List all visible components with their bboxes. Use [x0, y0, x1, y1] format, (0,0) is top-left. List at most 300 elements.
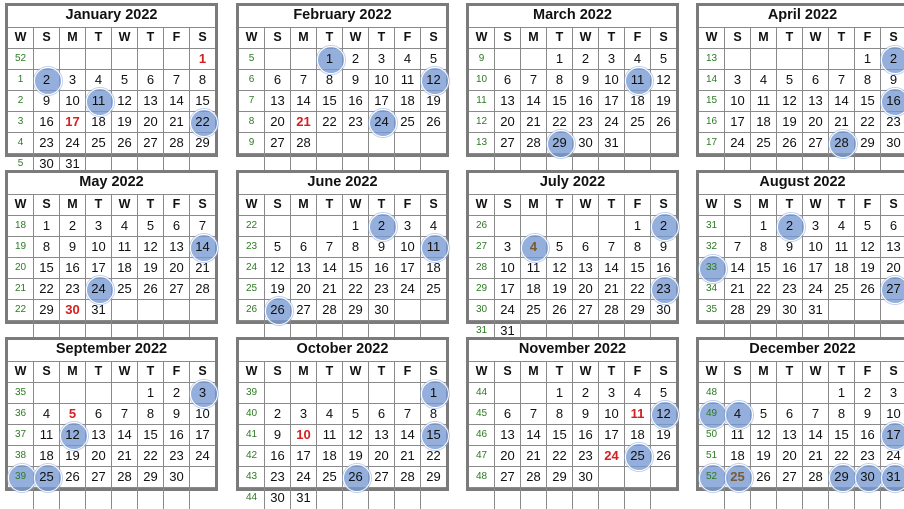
day-cell[interactable]: 15	[317, 91, 343, 112]
week-number[interactable]: 51	[699, 446, 725, 467]
day-cell[interactable]: 13	[138, 91, 164, 112]
week-number[interactable]: 13	[469, 133, 495, 154]
weekday-header[interactable]: F	[855, 28, 881, 49]
weekday-header[interactable]: M	[60, 195, 86, 216]
day-cell[interactable]: 5	[855, 216, 881, 237]
weekday-header[interactable]: T	[86, 195, 112, 216]
day-cell[interactable]: 9	[855, 404, 881, 425]
day-cell[interactable]: 22	[421, 446, 446, 467]
day-cell[interactable]: 23	[343, 112, 369, 133]
day-cell[interactable]: 9	[34, 91, 60, 112]
day-cell[interactable]: 3	[725, 70, 751, 91]
day-cell[interactable]: 20	[495, 112, 521, 133]
day-cell[interactable]: 28	[291, 133, 317, 154]
weekday-header[interactable]: T	[369, 195, 395, 216]
day-cell[interactable]: 8	[625, 237, 651, 258]
day-cell[interactable]: 6	[881, 216, 904, 237]
day-cell[interactable]: 2	[573, 49, 599, 70]
day-cell[interactable]: 27	[138, 133, 164, 154]
day-cell[interactable]: 24	[599, 446, 625, 467]
day-cell[interactable]: 8	[547, 70, 573, 91]
day-cell[interactable]: 5	[651, 49, 676, 70]
day-cell[interactable]: 7	[803, 404, 829, 425]
week-number[interactable]: 2	[8, 91, 34, 112]
week-number[interactable]: 38	[8, 446, 34, 467]
day-cell[interactable]: 7	[112, 404, 138, 425]
day-cell[interactable]: 16	[265, 446, 291, 467]
weekday-header[interactable]: W	[112, 195, 138, 216]
day-cell[interactable]: 17	[803, 258, 829, 279]
day-cell[interactable]: 30	[369, 300, 395, 321]
weekday-header[interactable]: S	[421, 362, 446, 383]
weekday-header[interactable]: W	[803, 362, 829, 383]
day-cell[interactable]: 8	[855, 70, 881, 91]
day-cell[interactable]: 16	[369, 258, 395, 279]
day-cell[interactable]: 22	[751, 279, 777, 300]
day-cell[interactable]: 16	[343, 91, 369, 112]
day-cell[interactable]: 10	[725, 91, 751, 112]
day-cell[interactable]: 13	[495, 91, 521, 112]
day-cell[interactable]: 4	[86, 70, 112, 91]
day-cell[interactable]: 27	[803, 133, 829, 154]
day-cell[interactable]: 11	[521, 258, 547, 279]
day-cell[interactable]: 18	[112, 258, 138, 279]
day-cell[interactable]: 14	[599, 258, 625, 279]
weekday-header[interactable]: W	[573, 28, 599, 49]
day-cell[interactable]: 29	[138, 467, 164, 488]
day-cell[interactable]: 27	[881, 279, 904, 300]
day-cell[interactable]: 18	[751, 112, 777, 133]
day-cell[interactable]: 5	[60, 404, 86, 425]
day-cell[interactable]: 26	[112, 133, 138, 154]
day-cell[interactable]: 16	[164, 425, 190, 446]
weekday-header[interactable]: T	[317, 362, 343, 383]
day-cell[interactable]: 10	[495, 258, 521, 279]
day-cell[interactable]: 28	[599, 300, 625, 321]
weekday-header[interactable]: S	[190, 28, 215, 49]
day-cell[interactable]: 13	[369, 425, 395, 446]
day-cell[interactable]: 3	[395, 216, 421, 237]
day-cell[interactable]: 23	[855, 446, 881, 467]
day-cell[interactable]: 19	[751, 446, 777, 467]
week-number[interactable]: 3	[8, 112, 34, 133]
day-cell[interactable]: 23	[573, 112, 599, 133]
day-cell[interactable]: 1	[829, 383, 855, 404]
day-cell[interactable]: 12	[60, 425, 86, 446]
weekday-header[interactable]: W	[239, 362, 265, 383]
day-cell[interactable]: 23	[777, 279, 803, 300]
day-cell[interactable]: 2	[343, 49, 369, 70]
day-cell[interactable]: 1	[547, 49, 573, 70]
day-cell[interactable]: 29	[34, 300, 60, 321]
day-cell[interactable]: 3	[599, 49, 625, 70]
day-cell[interactable]: 14	[521, 425, 547, 446]
week-number[interactable]: 31	[699, 216, 725, 237]
day-cell[interactable]: 23	[573, 446, 599, 467]
day-cell[interactable]: 28	[803, 467, 829, 488]
day-cell[interactable]: 5	[138, 216, 164, 237]
day-cell[interactable]: 25	[625, 112, 651, 133]
day-cell[interactable]: 2	[164, 383, 190, 404]
day-cell[interactable]: 22	[547, 446, 573, 467]
day-cell[interactable]: 21	[803, 446, 829, 467]
day-cell[interactable]: 22	[343, 279, 369, 300]
weekday-header[interactable]: F	[855, 362, 881, 383]
day-cell[interactable]: 24	[86, 279, 112, 300]
day-cell[interactable]: 25	[112, 279, 138, 300]
day-cell[interactable]: 1	[751, 216, 777, 237]
day-cell[interactable]: 4	[625, 49, 651, 70]
day-cell[interactable]: 12	[138, 237, 164, 258]
weekday-header[interactable]: W	[469, 195, 495, 216]
day-cell[interactable]: 13	[291, 258, 317, 279]
day-cell[interactable]: 7	[521, 404, 547, 425]
weekday-header[interactable]: T	[369, 362, 395, 383]
weekday-header[interactable]: M	[751, 362, 777, 383]
week-number[interactable]: 39	[8, 467, 34, 488]
day-cell[interactable]: 10	[599, 70, 625, 91]
day-cell[interactable]: 2	[881, 49, 904, 70]
day-cell[interactable]: 6	[265, 70, 291, 91]
day-cell[interactable]: 18	[421, 258, 446, 279]
day-cell[interactable]: 19	[421, 91, 446, 112]
weekday-header[interactable]: S	[495, 28, 521, 49]
day-cell[interactable]: 28	[725, 300, 751, 321]
day-cell[interactable]: 24	[395, 279, 421, 300]
day-cell[interactable]: 29	[855, 133, 881, 154]
day-cell[interactable]: 15	[625, 258, 651, 279]
weekday-header[interactable]: W	[112, 28, 138, 49]
day-cell[interactable]: 26	[138, 279, 164, 300]
day-cell[interactable]: 17	[291, 446, 317, 467]
day-cell[interactable]: 17	[495, 279, 521, 300]
day-cell[interactable]: 7	[395, 404, 421, 425]
day-cell[interactable]: 6	[495, 70, 521, 91]
day-cell[interactable]: 3	[495, 237, 521, 258]
weekday-header[interactable]: S	[190, 195, 215, 216]
day-cell[interactable]: 18	[34, 446, 60, 467]
day-cell[interactable]: 1	[855, 49, 881, 70]
weekday-header[interactable]: M	[291, 28, 317, 49]
weekday-header[interactable]: M	[751, 28, 777, 49]
day-cell[interactable]: 19	[265, 279, 291, 300]
day-cell[interactable]: 3	[803, 216, 829, 237]
week-number[interactable]: 20	[8, 258, 34, 279]
day-cell[interactable]: 9	[60, 237, 86, 258]
weekday-header[interactable]: S	[34, 362, 60, 383]
weekday-header[interactable]: T	[317, 195, 343, 216]
day-cell[interactable]: 31	[495, 321, 521, 342]
day-cell[interactable]: 31	[599, 133, 625, 154]
day-cell[interactable]: 30	[34, 154, 60, 175]
day-cell[interactable]: 5	[112, 70, 138, 91]
day-cell[interactable]: 29	[829, 467, 855, 488]
day-cell[interactable]: 27	[369, 467, 395, 488]
day-cell[interactable]: 17	[881, 425, 904, 446]
day-cell[interactable]: 16	[777, 258, 803, 279]
week-number[interactable]: 22	[8, 300, 34, 321]
day-cell[interactable]: 4	[112, 216, 138, 237]
day-cell[interactable]: 25	[86, 133, 112, 154]
weekday-header[interactable]: S	[725, 195, 751, 216]
weekday-header[interactable]: T	[777, 362, 803, 383]
day-cell[interactable]: 2	[369, 216, 395, 237]
day-cell[interactable]: 1	[317, 49, 343, 70]
week-number[interactable]: 39	[239, 383, 265, 404]
weekday-header[interactable]: T	[317, 28, 343, 49]
weekday-header[interactable]: W	[8, 195, 34, 216]
day-cell[interactable]: 31	[881, 467, 904, 488]
day-cell[interactable]: 2	[777, 216, 803, 237]
day-cell[interactable]: 7	[829, 70, 855, 91]
day-cell[interactable]: 27	[495, 133, 521, 154]
day-cell[interactable]: 23	[34, 133, 60, 154]
day-cell[interactable]: 28	[112, 467, 138, 488]
weekday-header[interactable]: F	[625, 362, 651, 383]
day-cell[interactable]: 5	[651, 383, 676, 404]
week-number[interactable]: 36	[8, 404, 34, 425]
weekday-header[interactable]: T	[829, 362, 855, 383]
day-cell[interactable]: 2	[60, 216, 86, 237]
day-cell[interactable]: 27	[265, 133, 291, 154]
day-cell[interactable]: 20	[164, 258, 190, 279]
weekday-header[interactable]: S	[190, 362, 215, 383]
day-cell[interactable]: 29	[547, 133, 573, 154]
day-cell[interactable]: 17	[60, 112, 86, 133]
day-cell[interactable]: 10	[395, 237, 421, 258]
day-cell[interactable]: 26	[651, 112, 676, 133]
weekday-header[interactable]: W	[8, 28, 34, 49]
day-cell[interactable]: 23	[651, 279, 676, 300]
day-cell[interactable]: 27	[164, 279, 190, 300]
week-number[interactable]: 44	[469, 383, 495, 404]
day-cell[interactable]: 16	[573, 425, 599, 446]
day-cell[interactable]: 21	[829, 112, 855, 133]
day-cell[interactable]: 11	[625, 70, 651, 91]
weekday-header[interactable]: W	[573, 362, 599, 383]
day-cell[interactable]: 5	[421, 49, 446, 70]
day-cell[interactable]: 7	[725, 237, 751, 258]
day-cell[interactable]: 25	[421, 279, 446, 300]
weekday-header[interactable]: M	[60, 28, 86, 49]
day-cell[interactable]: 28	[395, 467, 421, 488]
day-cell[interactable]: 6	[164, 216, 190, 237]
day-cell[interactable]: 9	[265, 425, 291, 446]
day-cell[interactable]: 2	[855, 383, 881, 404]
day-cell[interactable]: 4	[34, 404, 60, 425]
day-cell[interactable]: 6	[369, 404, 395, 425]
day-cell[interactable]: 30	[265, 488, 291, 509]
day-cell[interactable]: 19	[855, 258, 881, 279]
weekday-header[interactable]: S	[495, 362, 521, 383]
day-cell[interactable]: 11	[317, 425, 343, 446]
day-cell[interactable]: 19	[138, 258, 164, 279]
day-cell[interactable]: 14	[725, 258, 751, 279]
day-cell[interactable]: 9	[651, 237, 676, 258]
day-cell[interactable]: 11	[725, 425, 751, 446]
week-number[interactable]: 34	[699, 279, 725, 300]
week-number[interactable]: 15	[699, 91, 725, 112]
day-cell[interactable]: 26	[60, 467, 86, 488]
day-cell[interactable]: 11	[751, 91, 777, 112]
weekday-header[interactable]: W	[699, 28, 725, 49]
day-cell[interactable]: 8	[829, 404, 855, 425]
week-number[interactable]: 4	[8, 133, 34, 154]
day-cell[interactable]: 23	[164, 446, 190, 467]
weekday-header[interactable]: W	[469, 28, 495, 49]
day-cell[interactable]: 7	[521, 70, 547, 91]
day-cell[interactable]: 31	[60, 154, 86, 175]
day-cell[interactable]: 1	[421, 383, 446, 404]
day-cell[interactable]: 26	[265, 300, 291, 321]
week-number[interactable]: 28	[469, 258, 495, 279]
day-cell[interactable]: 17	[599, 425, 625, 446]
day-cell[interactable]: 20	[881, 258, 904, 279]
day-cell[interactable]: 9	[777, 237, 803, 258]
day-cell[interactable]: 12	[421, 70, 446, 91]
day-cell[interactable]: 25	[751, 133, 777, 154]
weekday-header[interactable]: S	[421, 195, 446, 216]
day-cell[interactable]: 12	[855, 237, 881, 258]
week-number[interactable]: 22	[239, 216, 265, 237]
weekday-header[interactable]: S	[651, 362, 676, 383]
day-cell[interactable]: 19	[651, 425, 676, 446]
day-cell[interactable]: 15	[829, 425, 855, 446]
day-cell[interactable]: 10	[60, 91, 86, 112]
day-cell[interactable]: 30	[573, 467, 599, 488]
day-cell[interactable]: 6	[777, 404, 803, 425]
day-cell[interactable]: 14	[521, 91, 547, 112]
day-cell[interactable]: 5	[547, 237, 573, 258]
weekday-header[interactable]: M	[521, 28, 547, 49]
day-cell[interactable]: 12	[547, 258, 573, 279]
week-number[interactable]: 10	[469, 70, 495, 91]
day-cell[interactable]: 22	[547, 112, 573, 133]
day-cell[interactable]: 13	[803, 91, 829, 112]
weekday-header[interactable]: T	[369, 28, 395, 49]
weekday-header[interactable]: W	[343, 195, 369, 216]
day-cell[interactable]: 14	[190, 237, 215, 258]
weekday-header[interactable]: T	[86, 362, 112, 383]
day-cell[interactable]: 6	[291, 237, 317, 258]
day-cell[interactable]: 20	[369, 446, 395, 467]
day-cell[interactable]: 7	[164, 70, 190, 91]
day-cell[interactable]: 25	[395, 112, 421, 133]
weekday-header[interactable]: S	[725, 362, 751, 383]
weekday-header[interactable]: S	[881, 28, 904, 49]
day-cell[interactable]: 19	[651, 91, 676, 112]
day-cell[interactable]: 18	[625, 425, 651, 446]
week-number[interactable]: 24	[239, 258, 265, 279]
day-cell[interactable]: 2	[265, 404, 291, 425]
week-number[interactable]: 44	[239, 488, 265, 509]
week-number[interactable]: 9	[469, 49, 495, 70]
week-number[interactable]: 48	[469, 467, 495, 488]
day-cell[interactable]: 27	[291, 300, 317, 321]
day-cell[interactable]: 30	[60, 300, 86, 321]
day-cell[interactable]: 18	[521, 279, 547, 300]
day-cell[interactable]: 19	[777, 112, 803, 133]
week-number[interactable]: 14	[699, 70, 725, 91]
day-cell[interactable]: 21	[395, 446, 421, 467]
week-number[interactable]: 26	[239, 300, 265, 321]
weekday-header[interactable]: S	[495, 195, 521, 216]
day-cell[interactable]: 26	[421, 112, 446, 133]
day-cell[interactable]: 5	[265, 237, 291, 258]
day-cell[interactable]: 18	[725, 446, 751, 467]
week-number[interactable]: 17	[699, 133, 725, 154]
day-cell[interactable]: 20	[265, 112, 291, 133]
day-cell[interactable]: 7	[317, 237, 343, 258]
day-cell[interactable]: 26	[547, 300, 573, 321]
day-cell[interactable]: 21	[317, 279, 343, 300]
day-cell[interactable]: 10	[881, 404, 904, 425]
day-cell[interactable]: 30	[651, 300, 676, 321]
day-cell[interactable]: 7	[599, 237, 625, 258]
weekday-header[interactable]: S	[265, 28, 291, 49]
weekday-header[interactable]: F	[395, 28, 421, 49]
week-number[interactable]: 8	[239, 112, 265, 133]
day-cell[interactable]: 4	[317, 404, 343, 425]
weekday-header[interactable]: W	[112, 362, 138, 383]
day-cell[interactable]: 3	[190, 383, 215, 404]
weekday-header[interactable]: T	[599, 362, 625, 383]
day-cell[interactable]: 24	[725, 133, 751, 154]
day-cell[interactable]: 16	[573, 91, 599, 112]
day-cell[interactable]: 4	[521, 237, 547, 258]
day-cell[interactable]: 28	[521, 467, 547, 488]
weekday-header[interactable]: M	[60, 362, 86, 383]
weekday-header[interactable]: S	[651, 195, 676, 216]
day-cell[interactable]: 11	[112, 237, 138, 258]
week-number[interactable]: 32	[699, 237, 725, 258]
day-cell[interactable]: 26	[651, 446, 676, 467]
weekday-header[interactable]: W	[803, 195, 829, 216]
day-cell[interactable]: 24	[60, 133, 86, 154]
weekday-header[interactable]: F	[164, 195, 190, 216]
week-number[interactable]: 48	[699, 383, 725, 404]
weekday-header[interactable]: W	[343, 28, 369, 49]
day-cell[interactable]: 25	[317, 467, 343, 488]
day-cell[interactable]: 4	[725, 404, 751, 425]
week-number[interactable]: 13	[699, 49, 725, 70]
week-number[interactable]: 43	[239, 467, 265, 488]
day-cell[interactable]: 21	[291, 112, 317, 133]
day-cell[interactable]: 9	[369, 237, 395, 258]
day-cell[interactable]: 12	[751, 425, 777, 446]
weekday-header[interactable]: T	[777, 28, 803, 49]
day-cell[interactable]: 8	[138, 404, 164, 425]
weekday-header[interactable]: T	[599, 195, 625, 216]
day-cell[interactable]: 8	[190, 70, 215, 91]
day-cell[interactable]: 14	[803, 425, 829, 446]
week-number[interactable]: 5	[8, 154, 34, 175]
day-cell[interactable]: 9	[164, 404, 190, 425]
week-number[interactable]: 31	[469, 321, 495, 342]
day-cell[interactable]: 2	[34, 70, 60, 91]
weekday-header[interactable]: S	[881, 195, 904, 216]
day-cell[interactable]: 25	[725, 467, 751, 488]
day-cell[interactable]: 24	[803, 279, 829, 300]
day-cell[interactable]: 8	[317, 70, 343, 91]
week-number[interactable]: 35	[8, 383, 34, 404]
day-cell[interactable]: 15	[34, 258, 60, 279]
day-cell[interactable]: 12	[651, 404, 676, 425]
day-cell[interactable]: 27	[573, 300, 599, 321]
day-cell[interactable]: 27	[86, 467, 112, 488]
day-cell[interactable]: 21	[190, 258, 215, 279]
day-cell[interactable]: 21	[521, 446, 547, 467]
